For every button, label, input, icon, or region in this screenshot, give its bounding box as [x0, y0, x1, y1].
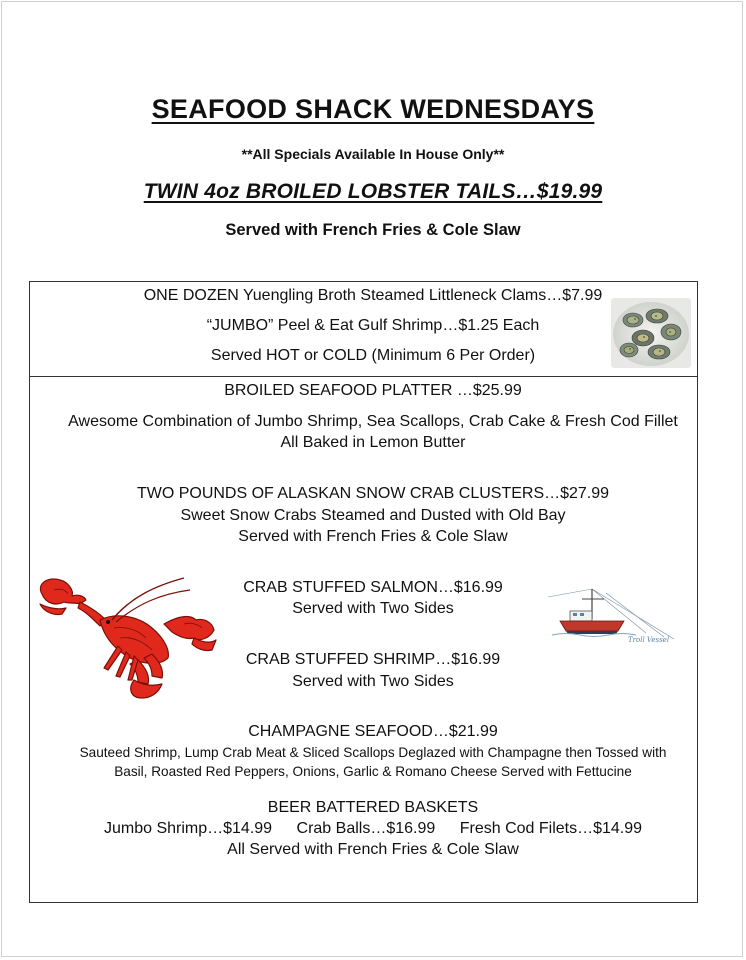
snow-crab-desc-1: Sweet Snow Crabs Steamed and Dusted with Old Bay: [180, 507, 566, 524]
in-house-notice: **All Specials Available In House Only**: [241, 146, 505, 162]
champagne-desc-1: Sauteed Shrimp, Lump Crab Meat & Sliced Scallops Deglazed with Champagne then Tossed with: [79, 745, 667, 760]
platter-title: BROILED SEAFOOD PLATTER …$25.99: [224, 382, 522, 399]
clams-photo: [611, 298, 691, 368]
stuffed-shrimp-desc: Served with Two Sides: [292, 673, 454, 690]
baskets-items: [0, 820, 746, 838]
menu-title: SEAFOOD SHACK WEDNESDAYS: [151, 94, 595, 124]
shrimp-line: “JUMBO” Peel & Eat Gulf Shrimp…$1.25 Each: [206, 317, 540, 334]
snow-crab-desc-2: Served with French Fries & Cole Slaw: [238, 528, 508, 545]
clams-line: ONE DOZEN Yuengling Broth Steamed Littleneck Clams…$7.99: [143, 287, 603, 304]
stuffed-shrimp-title: CRAB STUFFED SHRIMP…$16.99: [245, 651, 501, 668]
platter-desc-2: All Baked in Lemon Butter: [280, 434, 466, 451]
hot-cold-line: Served HOT or COLD (Minimum 6 Per Order): [210, 347, 536, 364]
baskets-title: BEER BATTERED BASKETS: [267, 799, 479, 816]
boat-caption: Troll Vessel: [628, 636, 670, 644]
snow-crab-title: TWO POUNDS OF ALASKAN SNOW CRAB CLUSTERS…$27.99: [136, 485, 610, 502]
feature-special: TWIN 4oz BROILED LOBSTER TAILS…$19.99: [143, 180, 603, 203]
lobster-illustration: [34, 572, 224, 702]
salmon-title: CRAB STUFFED SALMON…$16.99: [243, 579, 503, 596]
champagne-desc-2: Basil, Roasted Red Peppers, Onions, Garlic & Romano Cheese Served with Fettucine: [114, 764, 632, 779]
champagne-title: CHAMPAGNE SEAFOOD…$21.99: [248, 723, 498, 740]
basket-jumbo-shrimp: Jumbo Shrimp…$14.99: [103, 820, 273, 837]
basket-crab-balls: Crab Balls…$16.99: [296, 820, 436, 837]
feature-sides: Served with French Fries & Cole Slaw: [225, 221, 521, 239]
baskets-footer: All Served with French Fries & Cole Slaw: [227, 841, 519, 858]
basket-cod-filets: Fresh Cod Filets…$14.99: [459, 820, 643, 837]
salmon-desc: Served with Two Sides: [292, 600, 454, 617]
platter-desc-1: Awesome Combination of Jumbo Shrimp, Sea Scallops, Crab Cake & Fresh Cod Fillet: [68, 413, 678, 430]
